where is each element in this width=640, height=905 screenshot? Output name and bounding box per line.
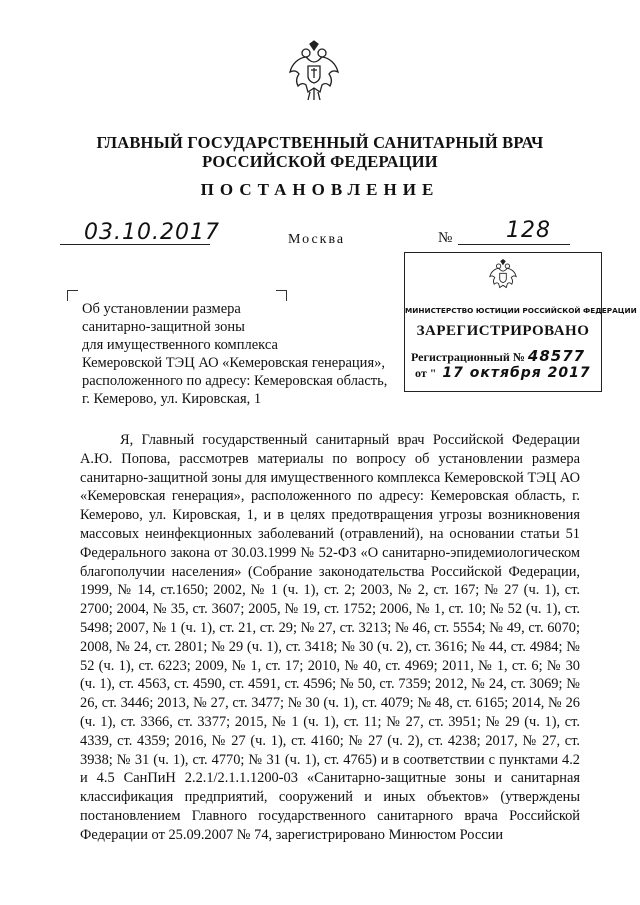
subject-line: Кемеровской ТЭЦ АО «Кемеровская генерация»,	[82, 355, 385, 371]
subject-bracket-left	[67, 290, 78, 301]
body-paragraph: Я, Главный государственный санитарный врач Российской Федерации А.Ю. Попова, рассмотрев материалы по вопросу об установлении размера санитарно-защитной зоны для имущественного комплекса Кемеровской ТЭЦ АО «Кемеровская генерация», расположенного по адресу: Кемеровская область, г. Кемерово, ул. Кировская, 1, и в целях предотвращения угрозы возникновения массовых неинфекционных заболеваний (отравлений), на основании статьи 51 Федерального закона от 30.03.1999 № 52-ФЗ «О санитарно-эпидемиологическом благополучии населения» (Собрание законодательства Российской Федерации, 1999, № 14, ст.1650; 2002, № 1 (ч. 1), ст. 2; 2003, № 2, ст. 167; № 27 (ч. 1), ст. 2700; 2004, № 35, ст. 3607; 2005, № 19, ст. 1752; 2006, № 1, ст. 10; № 52 (ч. 1), ст. 5498; 2007, № 1 (ч. 1), ст. 21, ст. 29; № 27, ст. 3213; № 46, ст. 5554; № 49, ст. 6070; 2008, № 24, ст. 2801; № 29 (ч. 1), ст. 3418; № 30 (ч. 2), ст. 3616; № 44, ст. 4984; № 52 (ч. 1), ст. 6223; 2009, № 1, ст. 17; 2010, № 40, ст. 4969; 2011, № 1, ст. 6; № 30 (ч. 1), ст. 4563, ст. 4590, ст. 4591, ст. 4596; № 50, ст. 7359; 2012, № 24, ст. 3069; № 26, ст. 3446; 2013, № 27, ст. 3477; № 30 (ч. 1), ст. 4079; № 48, ст. 6165; 2014, № 26 (ч. 1), ст. 3366, ст. 3377; 2015, № 1 (ч. 1), ст. 11; № 27, ст. 3951; № 29 (ч. 1), ст. 4339, ст. 4359; 2016, № 27 (ч. 1), ст. 4160; № 27 (ч. 2), ст. 4238; 2017, № 27, ст. 3938; № 31 (ч. 1), ст. 4770; № 31 (ч. 1), ст. 4765) и в соответствии с пунктами 4.2 и 4.5 СанПиН 2.2.1/2.1.1.1200-03 «Санитарно-защитные зоны и санитарная классификация предприятий, сооружений и иных объектов» (утверждены постановлением Главного государственного санитарного врача Российской Федерации от 25.09.2007 № 74, зарегистрировано Минюстом России	[80, 432, 580, 843]
coat-of-arms-icon	[487, 259, 519, 293]
registration-stamp	[404, 252, 637, 392]
subject-line: расположенного по адресу: Кемеровская область,	[82, 373, 388, 389]
document-date	[60, 220, 220, 248]
date-underline	[60, 244, 210, 245]
document-subject	[82, 300, 402, 408]
number-underline	[458, 244, 570, 245]
subject-line: Об установлении размера	[82, 301, 241, 317]
stamp-reg-number-value: 48577	[527, 347, 586, 365]
stamp-ministry: МИНИСТЕРСТВО ЮСТИЦИИ РОССИЙСКОЙ ФЕДЕРАЦИИ	[405, 306, 637, 315]
subject-line: г. Кемерово, ул. Кировская, 1	[82, 391, 262, 407]
number-label: №	[438, 230, 453, 246]
subject-line: для имущественного комплекса	[82, 337, 278, 353]
stamp-reg-date	[415, 365, 591, 381]
stamp-date-label: от "	[415, 366, 437, 380]
coat-of-arms-icon	[288, 40, 340, 102]
stamp-reg-date-value: 17 октября 2017	[442, 365, 591, 381]
document-city: Москва	[288, 232, 346, 247]
authority-line-2: РОССИЙСКОЙ ФЕДЕРАЦИИ	[202, 152, 438, 171]
subject-line: санитарно-защитной зоны	[82, 319, 245, 335]
document-number-value: 128	[506, 218, 551, 243]
stamp-reg-label: Регистрационный №	[411, 350, 525, 364]
stamp-reg-number	[411, 347, 585, 365]
authority-line-1: ГЛАВНЫЙ ГОСУДАРСТВЕННЫЙ САНИТАРНЫЙ ВРАЧ	[96, 133, 544, 152]
document-date-value: 03.10.2017	[84, 220, 220, 245]
document-number	[458, 218, 570, 248]
document-type: ПОСТАНОВЛЕНИЕ	[200, 180, 440, 199]
issuing-authority	[0, 133, 640, 171]
stamp-registered: ЗАРЕГИСТРИРОВАНО	[416, 323, 590, 339]
